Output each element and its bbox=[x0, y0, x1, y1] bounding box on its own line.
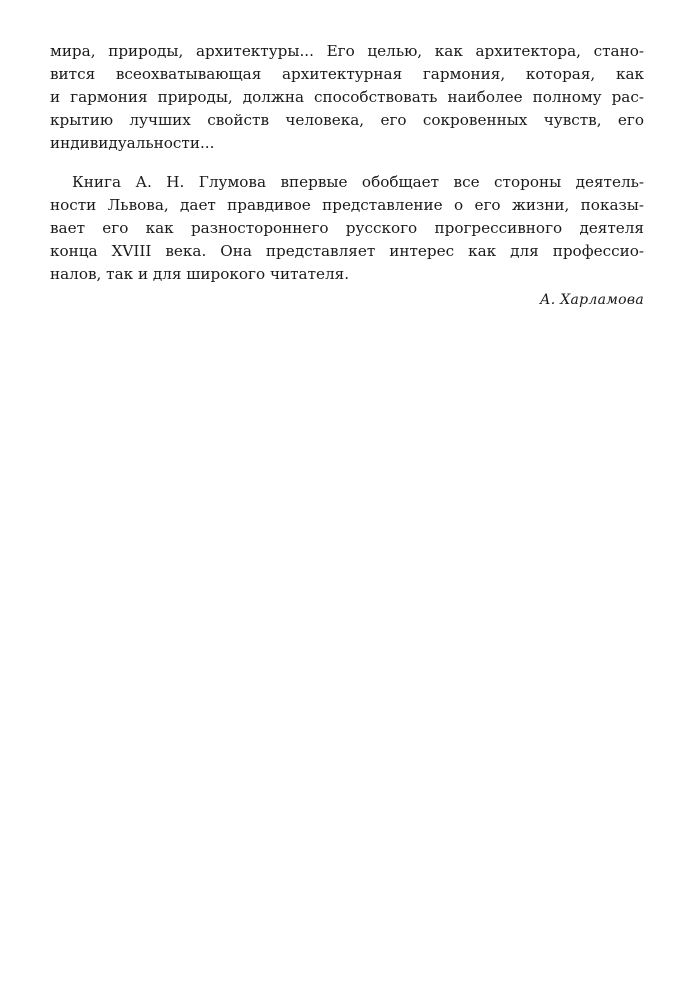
document-page bbox=[50, 40, 644, 312]
paragraph-spacer bbox=[50, 155, 644, 171]
author-signature: А. Харламова bbox=[539, 292, 644, 308]
paragraph-2 bbox=[50, 171, 644, 286]
text-line: мира, природы, архитектуры... Его целью, как архитектора, стано- bbox=[50, 42, 644, 60]
text-line: налов, так и для широкого читателя. bbox=[50, 265, 350, 283]
text-line: вится всеохватывающая архитектурная гармония, которая, как bbox=[50, 65, 644, 83]
text-line: индивидуальности... bbox=[50, 134, 215, 152]
text-line: конца XVIII века. Она представляет интерес как для профессио- bbox=[50, 242, 644, 260]
text-line: крытию лучших свойств человека, его сокровенных чувств, его bbox=[50, 111, 644, 129]
text-line: Книга А. Н. Глумова впервые обобщает все стороны деятель- bbox=[72, 173, 644, 191]
text-line: и гармония природы, должна способствовать наиболее полному рас- bbox=[50, 88, 644, 106]
paragraph-1 bbox=[50, 40, 644, 155]
text-line: вает его как разностороннего русского прогрессивного деятеля bbox=[50, 219, 644, 237]
text-line: ности Львова, дает правдивое представление о его жизни, показы- bbox=[50, 196, 644, 214]
